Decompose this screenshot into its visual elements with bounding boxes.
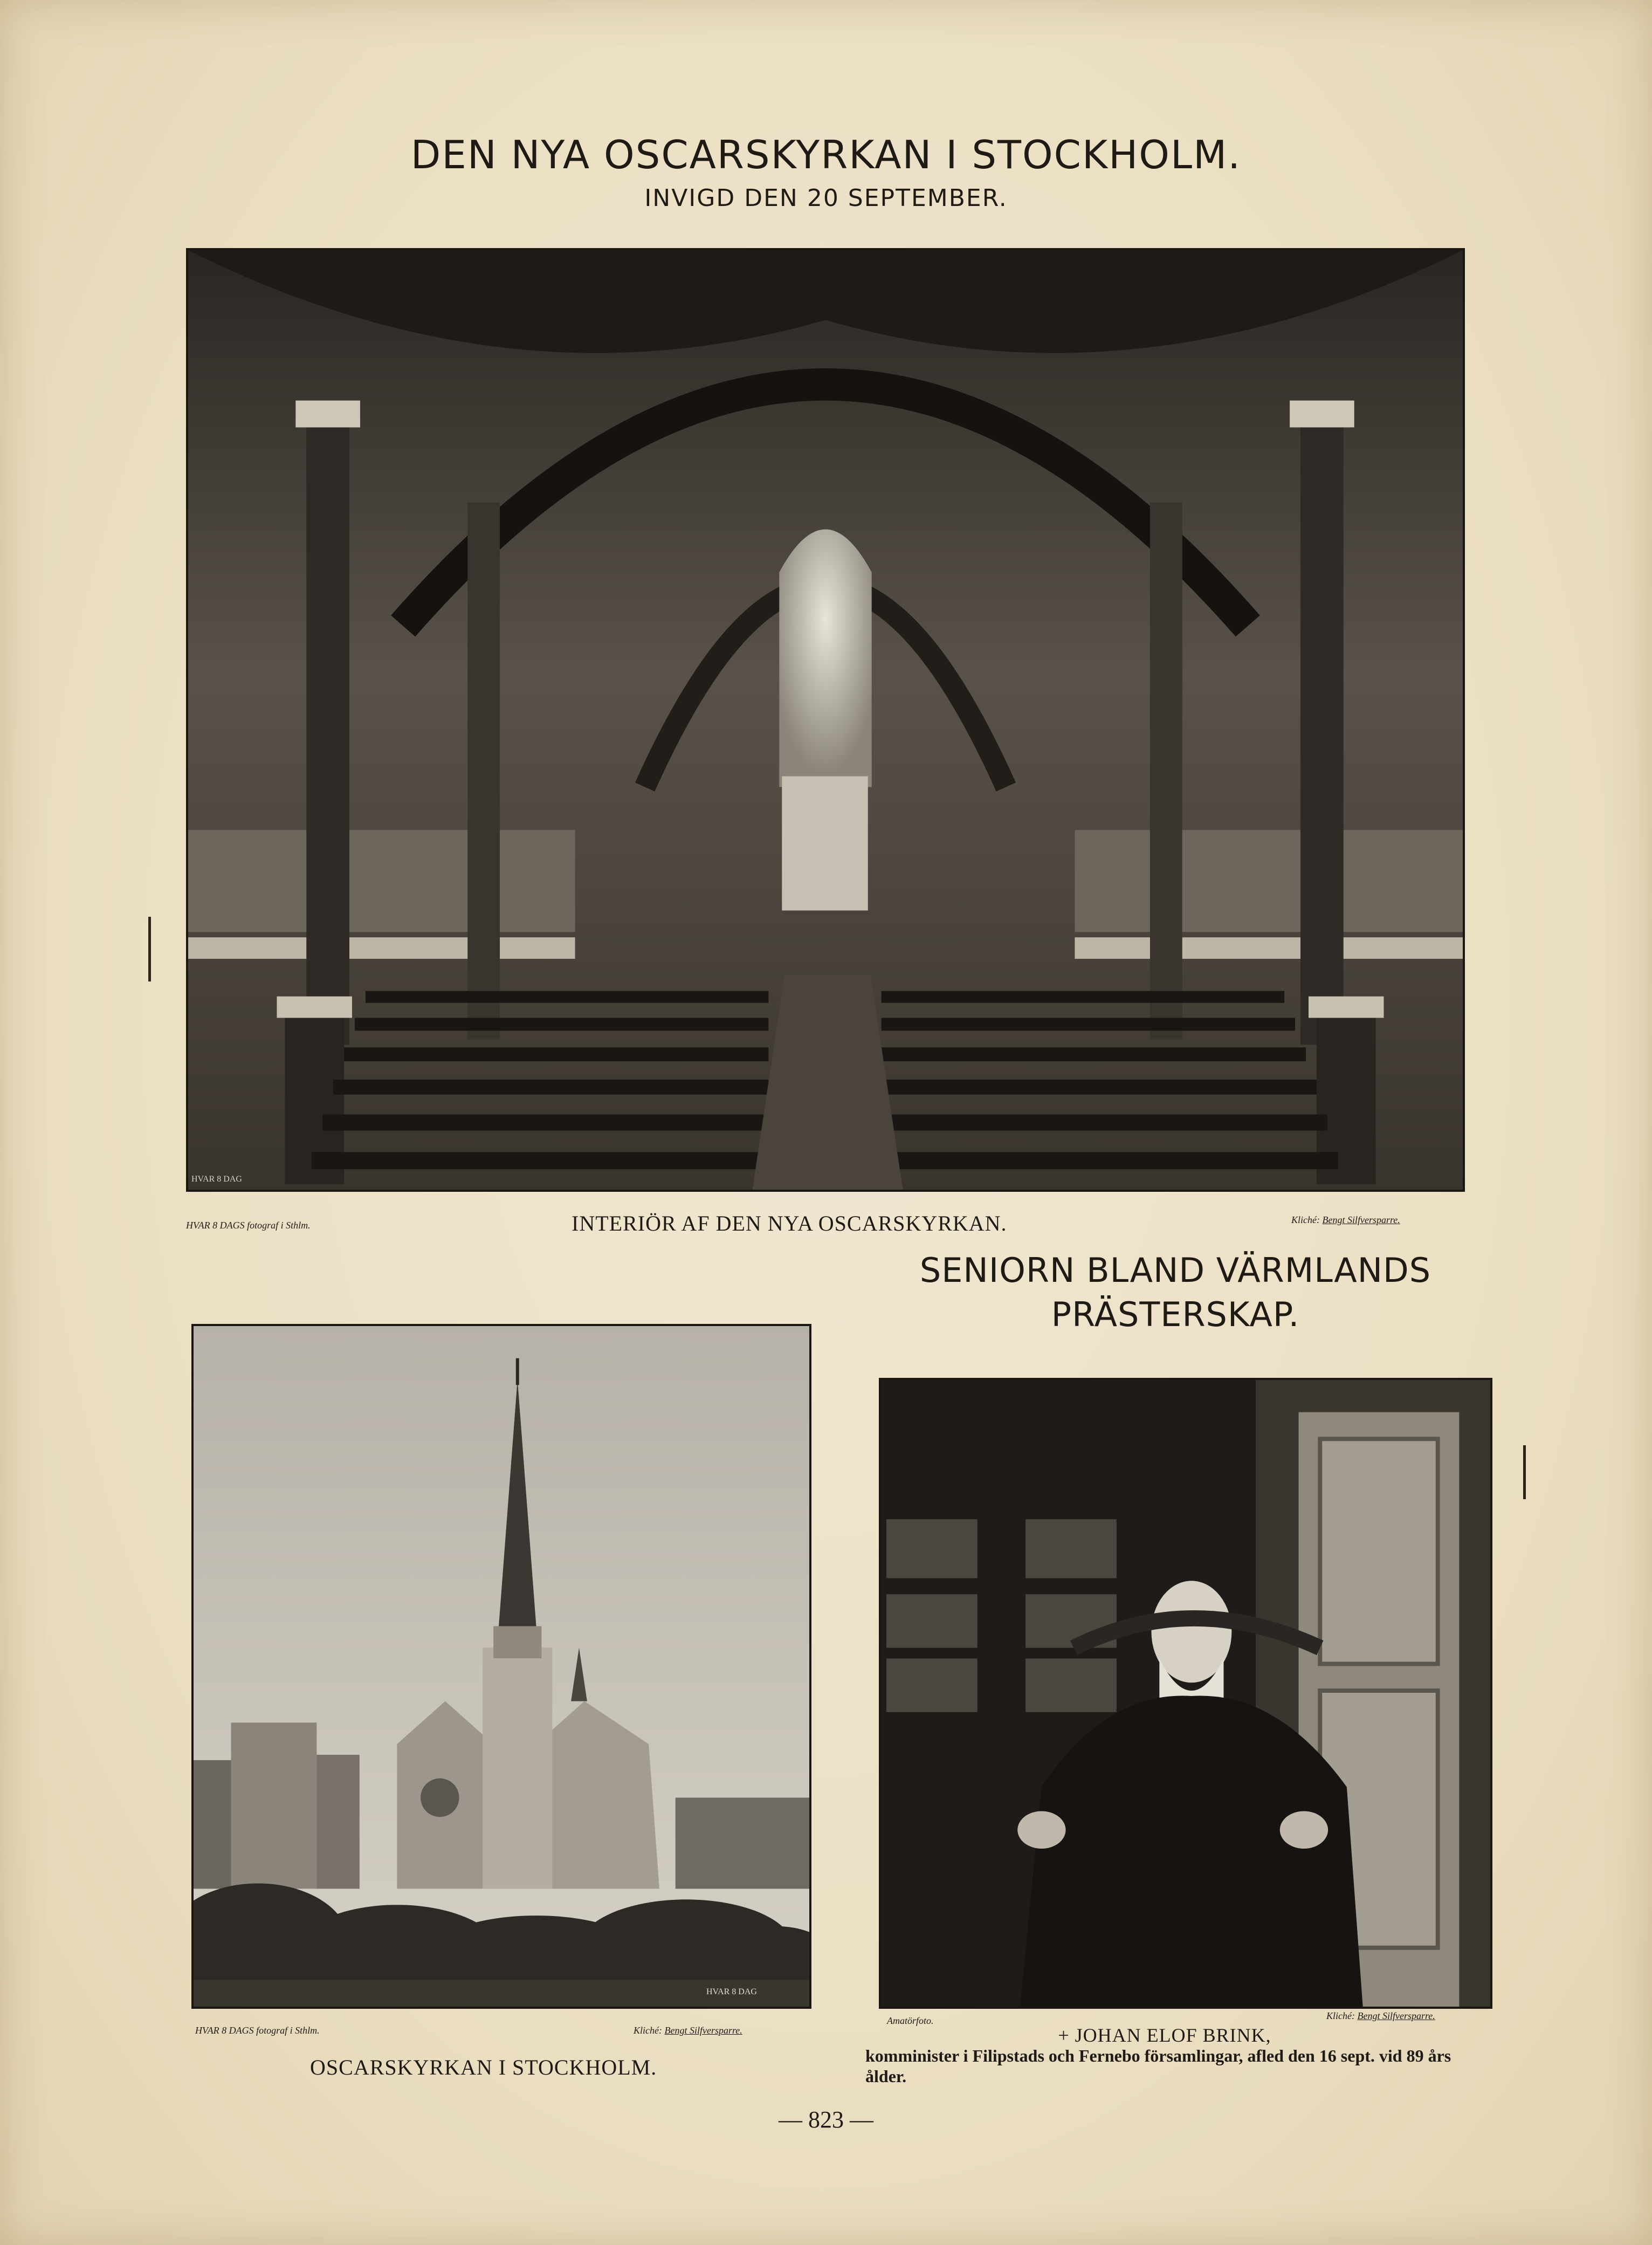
interior-caption: INTERIÖR AF DEN NYA OSCARSKYRKAN. xyxy=(572,1211,1007,1235)
cliche-name: Bengt Silfversparre. xyxy=(664,2025,742,2036)
interior-watermark: HVAR 8 DAG xyxy=(191,1175,242,1184)
portrait-caption-name: + JOHAN ELOF BRINK, xyxy=(1058,2024,1271,2046)
page-title: DEN NYA OSCARSKYRKAN I STOCKHOLM. xyxy=(410,132,1242,177)
cliche-name: Bengt Silfversparre. xyxy=(1322,1214,1400,1225)
cliche-prefix: Kliché: xyxy=(1326,2010,1355,2021)
section-heading-line2: PRÄSTERSKAP. xyxy=(1051,1295,1300,1334)
page-number: — 823 — xyxy=(779,2106,873,2133)
cliche-prefix: Kliché: xyxy=(634,2025,662,2036)
portrait-photo xyxy=(879,1378,1492,2009)
cliche-name: Bengt Silfversparre. xyxy=(1357,2010,1435,2021)
section-heading-line1: SENIORN BLAND VÄRMLANDS xyxy=(919,1251,1431,1290)
portrait-caption-text: komminister i Filipstads och Fernebo församlingar, afled den 16 sept. vid 89 års ålder. xyxy=(865,2046,1451,2086)
interior-photo xyxy=(186,248,1465,1192)
portrait-photo-credit: Amatörfoto. xyxy=(887,2015,934,2026)
exterior-watermark: HVAR 8 DAG xyxy=(706,1987,757,1996)
page-subtitle: INVIGD DEN 20 SEPTEMBER. xyxy=(644,184,1008,212)
cliche-prefix: Kliché: xyxy=(1291,1214,1320,1225)
exterior-photo-credit: HVAR 8 DAGS fotograf i Sthlm. xyxy=(195,2025,320,2036)
exterior-photo xyxy=(191,1324,811,2009)
interior-cliche-credit xyxy=(1291,1214,1400,1226)
portrait-cliche-credit xyxy=(1326,2010,1435,2022)
interior-photo-credit: HVAR 8 DAGS fotograf i Sthlm. xyxy=(186,1220,311,1231)
margin-mark-right xyxy=(1523,1445,1526,1499)
section-heading xyxy=(863,1248,1488,1337)
margin-mark-left xyxy=(148,917,151,981)
exterior-cliche-credit xyxy=(634,2025,742,2036)
portrait-caption xyxy=(865,2025,1464,2086)
exterior-caption: OSCARSKYRKAN I STOCKHOLM. xyxy=(310,2055,657,2079)
